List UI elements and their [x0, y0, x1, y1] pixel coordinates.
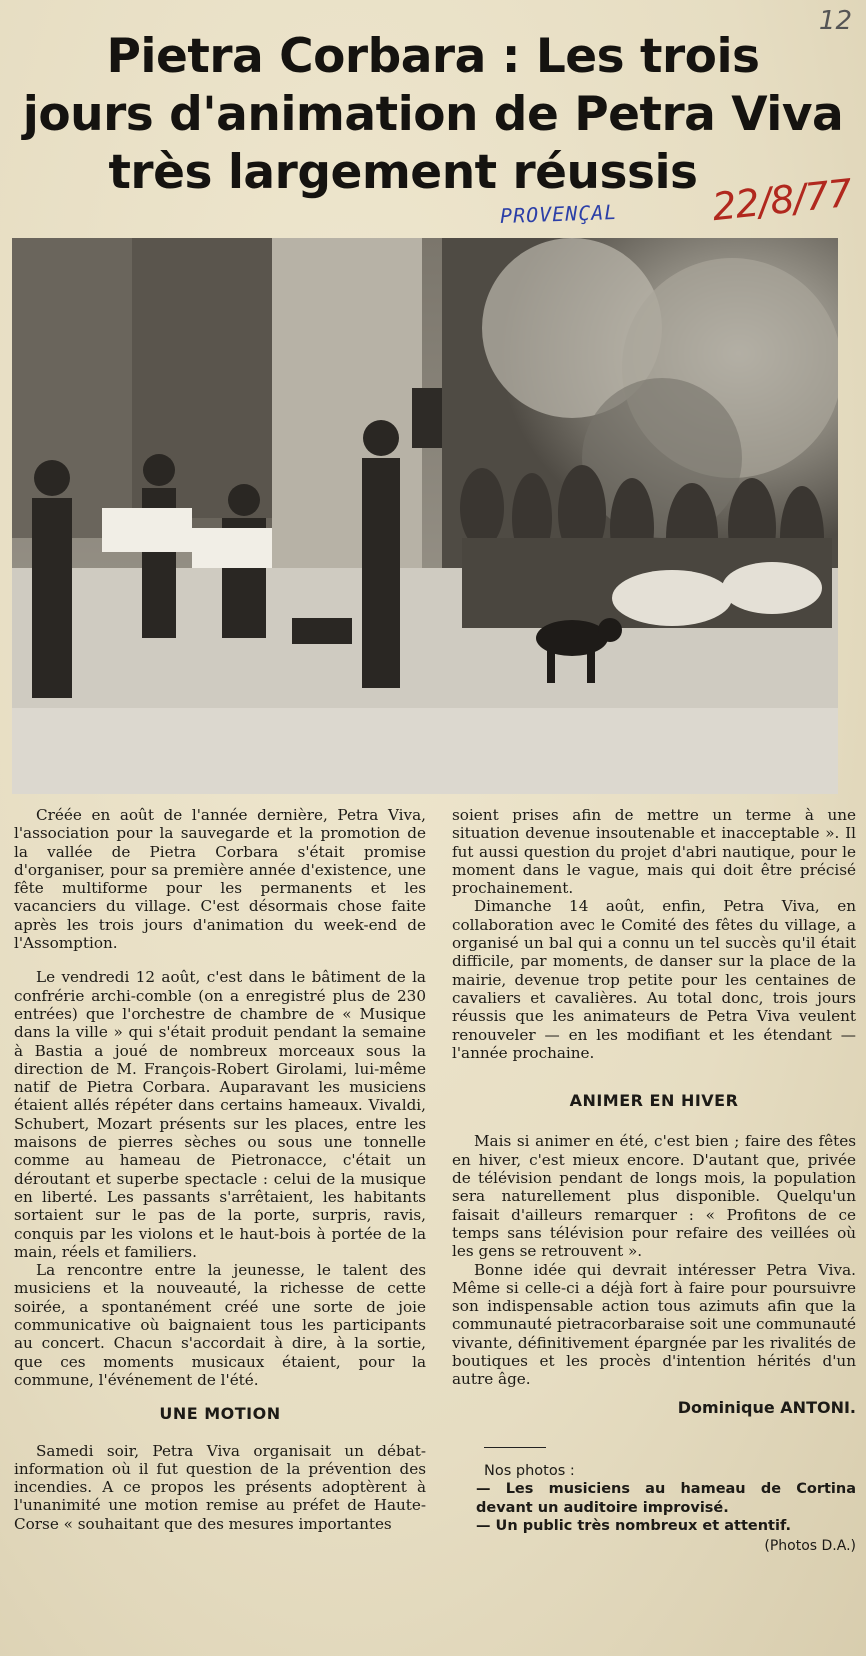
photo-musicians-icon: [12, 238, 838, 794]
article-column-right: [452, 806, 856, 1555]
article-paragraph: Dimanche 14 août, enfin, Petra Viva, en collaboration avec le Comité des fêtes du village, a organisé un bal qui a connu un tel succès qu'il était difficile, par moments, de danser sur la place de la mairie, devenue trop petite pour les centaines de cavaliers et cavalières. Au total donc, trois jours réussis que les animateurs de Petra Viva veulent renouveler — en les modifiant et les étendant — l'année prochaine.: [452, 897, 856, 1062]
author-signature: Dominique ANTONI.: [677, 1397, 856, 1417]
date-annotation: 22/8/77: [710, 170, 854, 230]
headline-line-2: jours d'animation de Petra Viva: [22, 87, 844, 142]
caption-item: — Les musiciens au hameau de Cortina devant un auditoire improvisé.: [476, 1481, 856, 1516]
article-photo: [12, 238, 838, 794]
source-annotation: PROVENÇAL: [499, 199, 618, 229]
photo-credit: (Photos D.A.): [764, 1538, 856, 1555]
article-paragraph: Mais si animer en été, c'est bien ; faire des fêtes en hiver, c'est mieux encore. D'autant que, privée de télévision pendant de longs mois, la population sera naturellement plus disponible. Quelqu'un faisait d'ailleurs remarquer : « Profitons de ce temps sans télévision pour refaire des veillées où les gens se retrouvent ».: [452, 1132, 856, 1261]
article-paragraph: Créée en août de l'année dernière, Petra Viva, l'association pour la sauvegarde et la promotion de la vallée de Pietra Corbara s'était promise d'organiser, pour sa première année d'existence, une fête multiforme pour les permanents et les vacanciers du village. C'est désormais chose faite après les trois jours d'animation du week-end de l'Assomption.: [14, 806, 426, 953]
article-paragraph: soient prises afin de mettre un terme à une situation devenue insoutenable et inacceptable ». Il fut aussi question du projet d'abri nautique, pour le moment dans le vague, mais qui doit être précisé prochainement.: [452, 806, 856, 898]
caption-divider: [484, 1447, 546, 1448]
subhead-motion: UNE MOTION: [159, 1404, 281, 1424]
article-paragraph: La rencontre entre la jeunesse, le talent des musiciens et la nouveauté, la richesse de cette soirée, a spontanément créé une sorte de joie communicative où baignaient tous les participants au concert. Chacun s'accordait à dire, à la sortie, que ces moments musicaux étaient, pour la commune, l'événement de l'été.: [14, 1261, 426, 1389]
article-paragraph: Samedi soir, Petra Viva organisait un débat-information où il fut question de la prévention des incendies. A ce propos les présents adoptèrent à l'unanimité une motion remise au préfet de Haute-Corse « souhaitant que des mesures importantes: [14, 1441, 426, 1533]
headline-line-3: très largement réussis: [108, 145, 698, 200]
subhead-animer-en-hiver: ANIMER EN HIVER: [569, 1091, 739, 1111]
article-paragraph: Le vendredi 12 août, c'est dans le bâtiment de la confrérie archi-comble (on a enregistré plus de 230 entrées) que l'orchestre de chambre de « Musique dans la ville » qui s'était produit pendant la semaine à Bastia a joué de nombreux morceaux sous la direction de M. François-Robert Girolami, lui-même natif de Pietra Corbara. Auparavant les musiciens étaient allés répéter dans certains hameaux. Vivaldi, Schubert, Mozart présents sur les places, entre les maisons de pierres sèches ou sous une tonnelle comme au hameau de Pietronacce, c'était un déroutant et superbe spectacle : celui de la musique en liberté. Les passants s'arrêtaient, les habitants sortaient sur le pas de la porte, surpris, ravis, conquis par les violons et le haut-bois à portée de la main, réels et familiers.: [14, 968, 426, 1261]
headline: [0, 28, 866, 202]
caption-heading: Nos photos :: [484, 1462, 575, 1479]
article-column-left: [14, 806, 426, 1533]
headline-line-1: Pietra Corbara : Les trois: [106, 29, 760, 84]
page-number: 12: [818, 6, 852, 36]
article-paragraph: Bonne idée qui devrait intéresser Petra Viva. Même si celle-ci a déjà fort à faire pour poursuivre son indispensable action tous azimuts afin que la communauté pietracorbaraise soit une communauté vivante, définitivement épargnée par les rivalités de boutiques et les procès d'intention hérités d'un autre âge.: [452, 1260, 856, 1389]
caption-item: — Un public très nombreux et attentif.: [476, 1517, 791, 1534]
